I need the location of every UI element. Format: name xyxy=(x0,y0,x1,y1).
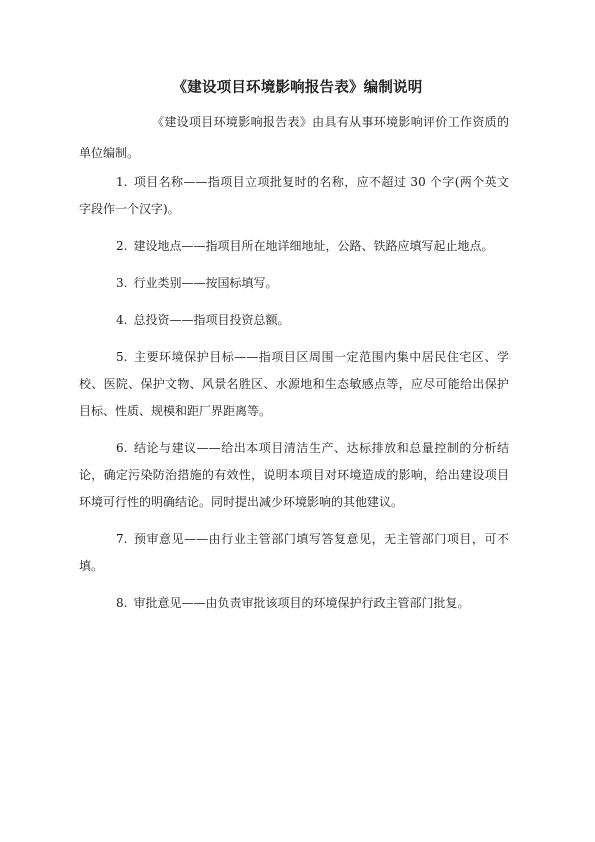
item-number: 7. xyxy=(116,532,128,546)
item-text: 总投资——指项目投资总额。 xyxy=(133,313,290,327)
item-text: 行业类别——按国标填写。 xyxy=(133,276,278,290)
item-text: 主要环境保护目标——指项目区周围一定范围内集中居民住宅区、学校、医院、保护文物、风景名胜区、水源地和生态敏感点等，应尽可能给出保护目标、性质、规模和距厂界距离等。 xyxy=(79,350,509,418)
list-item xyxy=(79,344,509,425)
item-text: 审批意见——由负责审批该项目的环境保护行政主管部门批复。 xyxy=(133,596,470,610)
document-title: 《建设项目环境影响报告表》编制说明 xyxy=(172,79,423,96)
list-item xyxy=(79,233,509,260)
item-text: 结论与建议——给出本项目清洁生产、达标排放和总量控制的分析结论，确定污染防治措施的有效性，说明本项目对环境造成的影响，给出建设项目环境可行性的明确结论。同时提出减少环境影响的其他建议。 xyxy=(79,441,509,509)
list-item xyxy=(79,590,509,617)
list-item xyxy=(79,307,509,334)
list-item xyxy=(79,526,509,580)
item-text: 项目名称——指项目立项批复时的名称，应不超过 30 个字(两个英文字段作一个汉字)。 xyxy=(79,175,509,216)
instruction-list xyxy=(79,169,509,627)
item-number: 1. xyxy=(116,175,128,189)
list-item xyxy=(79,435,509,516)
item-number: 2. xyxy=(116,239,128,253)
item-text: 预审意见——由行业主管部门填写答复意见，无主管部门项目，可不填。 xyxy=(79,532,509,573)
item-number: 3. xyxy=(116,276,128,290)
item-number: 8. xyxy=(116,596,128,610)
item-text: 建设地点——指项目所在地详细地址，公路、铁路应填写起止地点。 xyxy=(133,239,494,253)
intro-paragraph: 《建设项目环境影响报告表》由具有从事环境影响评价工作资质的单位编制。 xyxy=(79,115,509,160)
list-item xyxy=(79,270,509,297)
item-number: 4. xyxy=(116,313,128,327)
list-item xyxy=(79,169,509,223)
item-number: 5. xyxy=(116,350,128,364)
item-number: 6. xyxy=(116,441,128,455)
